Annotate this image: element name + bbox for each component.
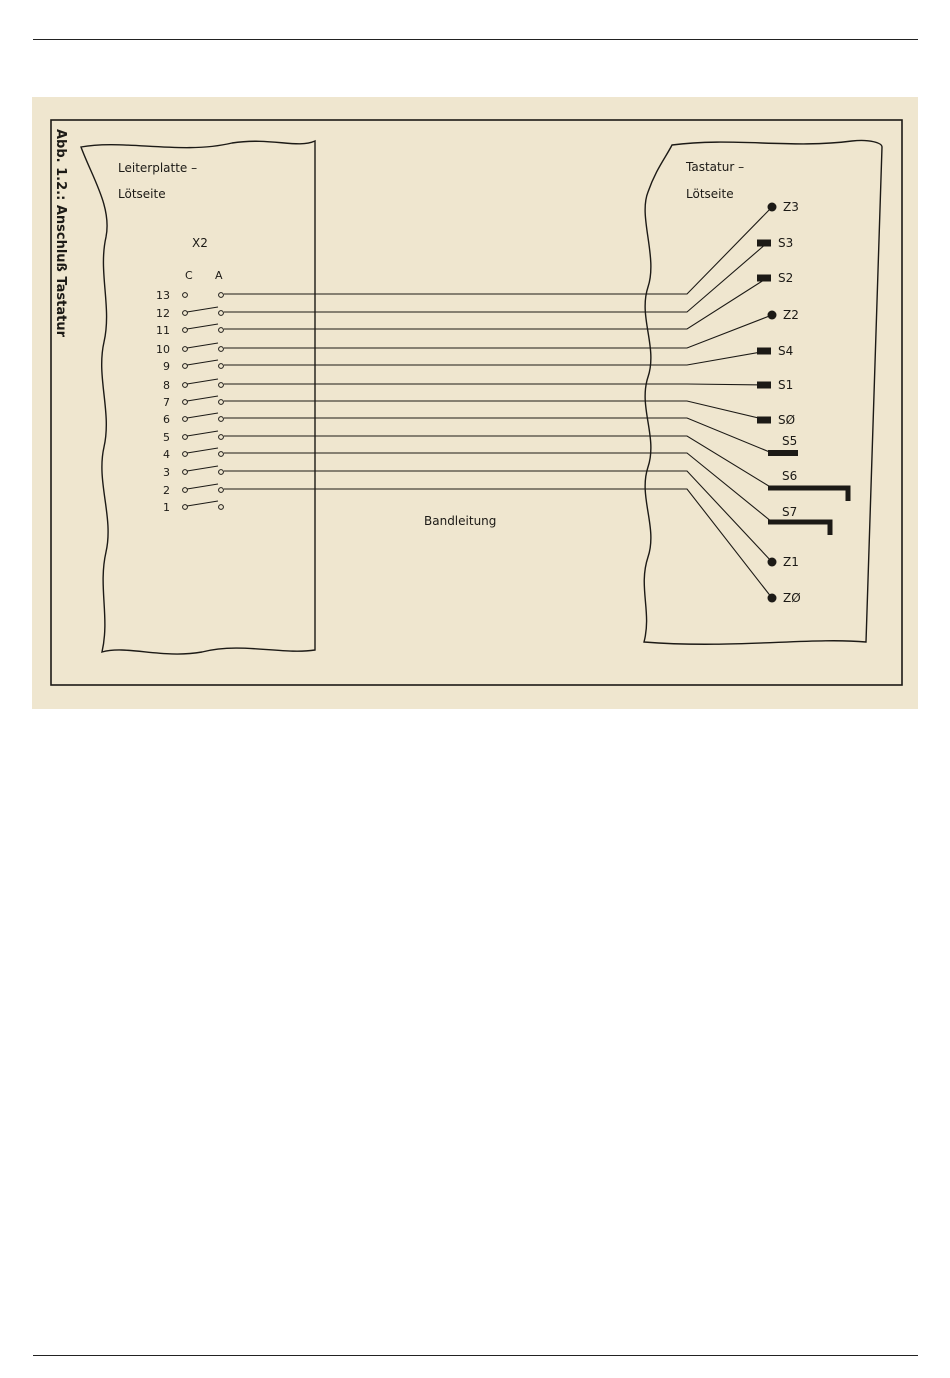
pin-jumper [187, 324, 218, 329]
pcb-label-line2: Lötseite [118, 187, 166, 201]
terminal-pad [757, 417, 771, 424]
terminal-bar [768, 450, 798, 456]
pin-c-hole [183, 470, 188, 475]
pin-c-hole [183, 364, 188, 369]
ribbon-wire [224, 453, 772, 522]
pin-c-hole [183, 417, 188, 422]
pin-c-hole [183, 435, 188, 440]
pin-a-hole [219, 293, 224, 298]
pin-a-hole [219, 417, 224, 422]
pcb-label-line1: Leiterplatte – [118, 161, 198, 175]
terminal-dot [768, 558, 777, 567]
terminal-pad [757, 240, 771, 247]
terminal-dot [768, 203, 777, 212]
cable-label: Bandleitung [424, 514, 497, 528]
ribbon-wire [224, 436, 772, 488]
ribbon-wire [224, 315, 772, 348]
pin-jumper [187, 448, 218, 453]
ribbon-wire [224, 384, 767, 385]
pin-c-hole [183, 488, 188, 493]
pin-number-label: 9 [163, 360, 170, 373]
pin-a-hole [219, 470, 224, 475]
terminal-label: S5 [782, 434, 798, 448]
header-rule [33, 39, 918, 40]
pin-jumper [187, 431, 218, 436]
pin-jumper [187, 307, 218, 312]
pin-jumper [187, 413, 218, 418]
terminal-label: Z3 [783, 200, 799, 214]
ribbon-wire [224, 207, 772, 294]
keyboard-wiring-diagram [32, 97, 918, 709]
terminal-label: S1 [778, 378, 794, 392]
pin-jumper [187, 379, 218, 384]
terminal-label: S3 [778, 236, 794, 250]
pin-number-label: 8 [163, 379, 170, 392]
terminal-pad [757, 382, 771, 389]
pin-c-hole [183, 452, 188, 457]
pin-number-label: 1 [163, 501, 170, 514]
pin-number-label: 2 [163, 484, 170, 497]
ribbon-wire [224, 243, 767, 312]
pin-a-hole [219, 400, 224, 405]
terminal-pad [757, 275, 771, 282]
pin-number-label: 10 [156, 343, 170, 356]
ribbon-wire [224, 351, 767, 365]
pin-a-hole [219, 452, 224, 457]
pin-jumper [187, 484, 218, 489]
pin-number-label: 6 [163, 413, 170, 426]
pin-number-label: 13 [156, 289, 170, 302]
pin-number-label: 5 [163, 431, 170, 444]
pin-jumper [187, 501, 218, 506]
ribbon-wire [224, 278, 767, 329]
pin-jumper [187, 396, 218, 401]
pin-jumper [187, 360, 218, 365]
terminal-hook [768, 488, 848, 501]
terminal-label: Z2 [783, 308, 799, 322]
pin-c-hole [183, 383, 188, 388]
connector-col-c: C [185, 269, 193, 282]
pcb-panel-outline [81, 141, 315, 654]
pin-c-hole [183, 328, 188, 333]
terminal-dot [768, 594, 777, 603]
terminal-label: S7 [782, 505, 798, 519]
figure-caption: Abb. 1.2.: Anschluß Tastatur [53, 129, 68, 337]
terminal-label: S2 [778, 271, 794, 285]
pin-a-hole [219, 364, 224, 369]
ribbon-wire [224, 471, 772, 562]
connector-name: X2 [192, 236, 208, 250]
terminal-label: S4 [778, 344, 794, 358]
pin-number-label: 4 [163, 448, 170, 461]
keyboard-label-line2: Lötseite [686, 187, 734, 201]
pin-number-label: 7 [163, 396, 170, 409]
pin-number-label: 11 [156, 324, 170, 337]
pin-a-hole [219, 435, 224, 440]
terminal-pad [757, 348, 771, 355]
terminal-hook [768, 522, 830, 535]
pin-c-hole [183, 505, 188, 510]
keyboard-label-line1: Tastatur – [686, 160, 745, 174]
terminal-label: S6 [782, 469, 798, 483]
pin-c-hole [183, 311, 188, 316]
pin-c-hole [183, 347, 188, 352]
pin-a-hole [219, 311, 224, 316]
pin-c-hole [183, 293, 188, 298]
terminal-label: SØ [778, 413, 796, 427]
footer-rule [33, 1355, 918, 1356]
pin-a-hole [219, 488, 224, 493]
pin-c-hole [183, 400, 188, 405]
diagram-canvas [32, 97, 918, 709]
pin-jumper [187, 343, 218, 348]
pin-jumper [187, 466, 218, 471]
pin-number-label: 3 [163, 466, 170, 479]
pin-a-hole [219, 347, 224, 352]
ribbon-wire [224, 489, 772, 598]
ribbon-wire [224, 401, 767, 420]
pin-a-hole [219, 505, 224, 510]
terminal-dot [768, 311, 777, 320]
terminal-label: ZØ [783, 591, 801, 605]
pin-a-hole [219, 383, 224, 388]
pin-number-label: 12 [156, 307, 170, 320]
terminal-label: Z1 [783, 555, 799, 569]
pin-a-hole [219, 328, 224, 333]
connector-col-a: A [215, 269, 223, 282]
